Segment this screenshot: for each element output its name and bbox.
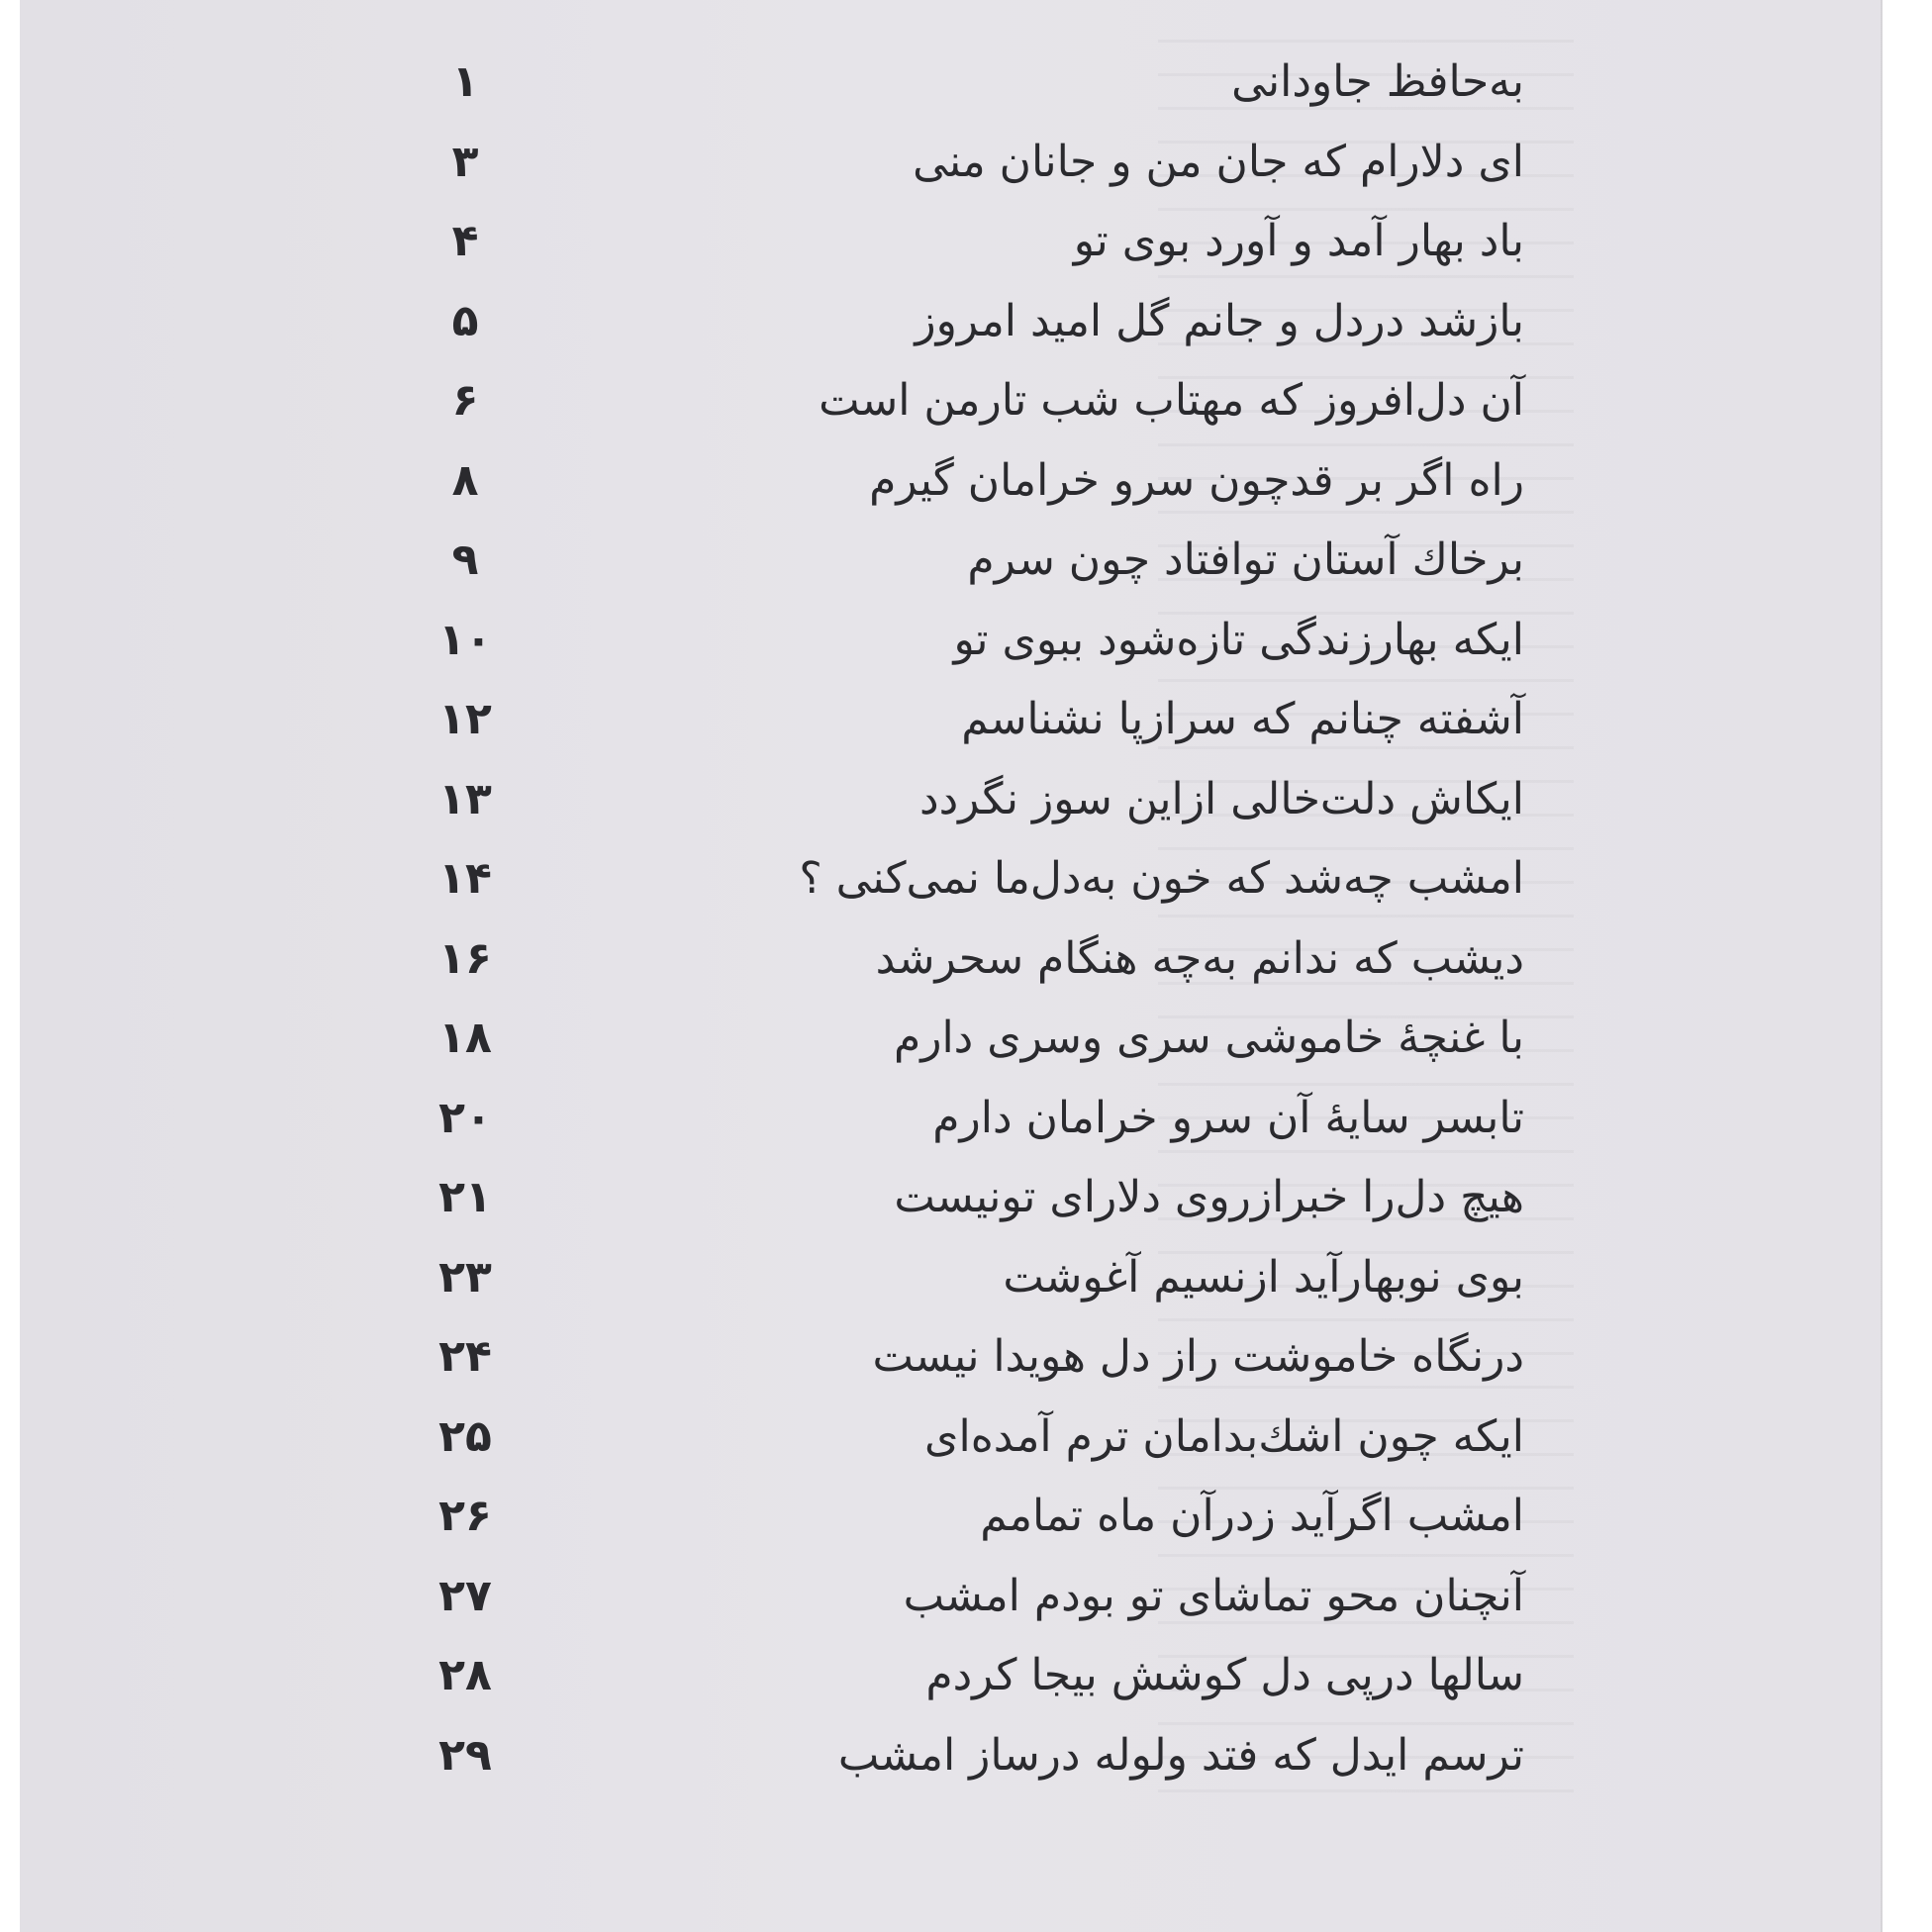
toc-entry (416, 207, 1524, 276)
toc-entry (416, 1004, 1524, 1073)
toc-entry-page-number: ۱۴ (438, 853, 492, 904)
toc-entry-page-number: ۴ (451, 216, 479, 266)
toc-entry (416, 287, 1524, 356)
toc-entry (416, 446, 1524, 516)
toc-entry-page-number: ۶ (451, 375, 479, 426)
toc-entry-title: باد بهار آمد و آورد بوی تو (1073, 216, 1524, 266)
left-margin (0, 0, 20, 1932)
toc-entry-page-number: ۸ (451, 454, 479, 506)
toc-entry-title: آن دل‌افروز که مهتاب شب تارمن است (819, 375, 1524, 426)
toc-entry (416, 1402, 1524, 1472)
toc-entry-page-number: ۹ (451, 534, 479, 585)
toc-entry-title: برخاك آستان توافتاد چون سرم (967, 534, 1524, 585)
toc-entry-page-number: ۱۲ (438, 694, 492, 744)
toc-entry (416, 685, 1524, 754)
toc-entry (416, 1562, 1524, 1631)
toc-entry-title: دیشب که ندانم به‌چه هنگام سحرشد (875, 932, 1524, 984)
toc-entry (416, 526, 1524, 595)
toc-entry (416, 1482, 1524, 1551)
toc-entry-page-number: ۱۳ (438, 773, 492, 824)
toc-entry-title: امشب اگرآید زدرآن ماه تمامم (980, 1491, 1524, 1541)
toc-entry-title: آشفته چنانم که سرازپا نشناسم (961, 694, 1524, 744)
toc-entry (416, 1084, 1524, 1153)
toc-entry-page-number: ۲۷ (438, 1570, 492, 1621)
toc-entry (416, 1243, 1524, 1312)
toc-entry (416, 765, 1524, 834)
toc-entry-title: تابسر سایهٔ آن سرو خرامان دارم (932, 1092, 1524, 1143)
toc-entry-title: آنچنان محو تماشای تو بودم امشب (903, 1570, 1524, 1621)
toc-entry-title: ایکه بهارزندگی تازه‌شود ببوی تو (953, 614, 1524, 665)
toc-entry (416, 1163, 1524, 1232)
toc-entry-page-number: ۵ (451, 295, 479, 346)
toc-entry (416, 606, 1524, 675)
book-page (20, 0, 1881, 1932)
toc-entry-page-number: ۱۰ (438, 614, 492, 665)
toc-entry (416, 1721, 1524, 1790)
toc-entry-title: سالها درپی دل کوشش بیجا کردم (925, 1650, 1524, 1700)
toc-entry (416, 48, 1524, 117)
table-of-contents (20, 0, 1881, 1932)
toc-entry-title: ایکاش دلت‌خالی ازاین سوز نگردد (918, 773, 1524, 824)
toc-entry-title: بازشد دردل و جانم گل امید امروز (915, 295, 1524, 346)
toc-entry-page-number: ۳ (451, 136, 479, 187)
toc-entry-page-number: ۱۶ (438, 932, 492, 984)
toc-entry-page-number: ۲۶ (438, 1491, 492, 1541)
toc-entry (416, 128, 1524, 197)
toc-entry-title: به‌حافظ جاودانی (1231, 56, 1524, 107)
toc-entry-title: ای دلارام که جان من و جانان منی (913, 136, 1524, 187)
toc-entry-title: راه اگر بر قدچون سرو خرامان گیرم (869, 454, 1524, 506)
toc-entry-title: درنگاه خاموشت راز دل هویدا نیست (872, 1331, 1524, 1382)
toc-entry-page-number: ۱ (451, 56, 479, 107)
toc-entry-page-number: ۲۰ (438, 1092, 492, 1143)
toc-entry-page-number: ۲۱ (438, 1172, 492, 1222)
toc-entry-page-number: ۲۸ (438, 1650, 492, 1700)
toc-entry-title: ترسم ایدل که فتد ولوله درساز امشب (837, 1729, 1524, 1781)
toc-entry-page-number: ۲۵ (438, 1410, 492, 1462)
toc-entry (416, 844, 1524, 914)
toc-entry-page-number: ۱۸ (438, 1013, 492, 1063)
toc-entry (416, 924, 1524, 994)
toc-entry-title: با غنچهٔ خاموشی سری وسری دارم (893, 1013, 1524, 1063)
toc-entry (416, 1641, 1524, 1710)
right-margin (1883, 0, 1932, 1932)
toc-entry-page-number: ۲۹ (438, 1729, 492, 1781)
toc-entry-title: بوی نوبهارآید ازنسیم آغوشت (1003, 1251, 1524, 1303)
toc-entry-title: هیچ دل‌را خبرازروی دلارای تونیست (894, 1172, 1524, 1222)
toc-entry-title: ایکه چون اشك‌بدامان ترم آمده‌ای (924, 1410, 1524, 1462)
toc-entry-title: امشب چه‌شد که خون به‌دل‌ما نمی‌کنی ؟ (799, 853, 1524, 904)
toc-entry (416, 366, 1524, 435)
toc-entry (416, 1322, 1524, 1392)
toc-entry-page-number: ۲۳ (438, 1251, 492, 1303)
toc-entry-page-number: ۲۴ (438, 1331, 492, 1382)
